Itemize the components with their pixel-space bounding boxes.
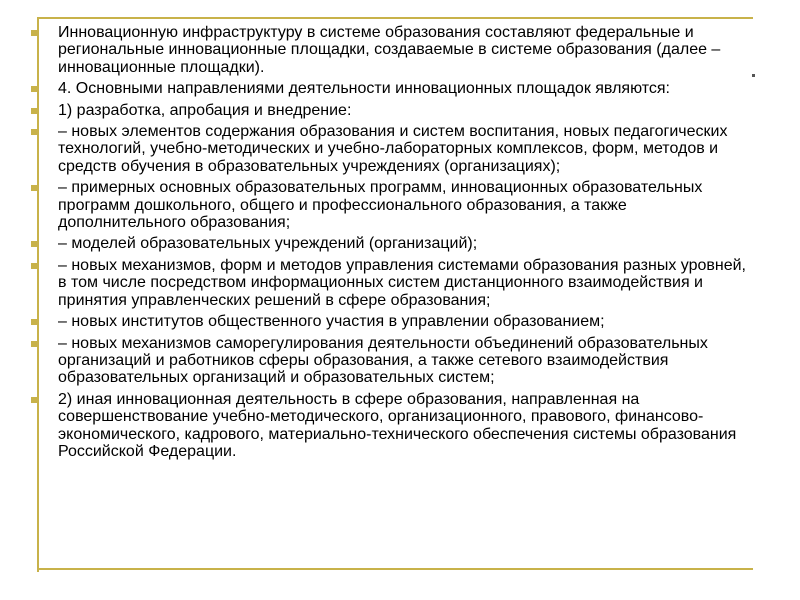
square-bullet-icon [31,185,37,191]
square-bullet-icon [31,108,37,114]
square-bullet-icon [31,30,37,36]
top-rule [37,17,753,19]
square-bullet-icon [31,397,37,403]
list-item-text: 2) иная инновационная деятельность в сфере образования, направленная на совершенствование учебно-методического, организационного, правового, финансово-экономического, кадрового, материально-технического обеспечения системы образования Российской Федерации. [58,390,737,460]
list-item [30,179,750,231]
list-item-text: 1) разработка, апробация и внедрение: [58,101,352,119]
square-bullet-icon [31,319,37,325]
square-bullet-icon [31,129,37,135]
list-item [30,257,750,309]
square-bullet-icon [31,86,37,92]
square-bullet-icon [31,341,37,347]
bullet-list [30,24,750,464]
list-item-text: – моделей образовательных учреждений (организаций); [58,235,478,253]
list-item [30,335,750,387]
list-item-text: – примерных основных образовательных программ, инновационных образовательных программ дошкольного, общего и профессионального образования, а также дополнительного образования; [58,179,703,232]
list-item-text: – новых элементов содержания образования и систем воспитания, новых педагогических технологий, учебно-методических и учебно-лабораторных комплексов, форм, методов и средств обучения в образовательных учреждениях (организациях); [58,123,728,175]
list-item-text: – новых механизмов саморегулирования деятельности объединений образовательных организаций и работников сферы образования, а также сетевого взаимодействия образовательных организаций и образовательных систем; [58,334,708,387]
list-item-text: – новых институтов общественного участия в управлении образованием; [58,313,605,331]
square-bullet-icon [31,263,37,269]
list-item-text: Инновационную инфраструктуру в системе образования составляют федеральные и региональные инновационные площадки, создаваемые в системе образования (далее – инновационные площадки). [58,24,721,76]
list-item [30,24,750,76]
list-item [30,123,750,175]
list-item [30,80,750,97]
square-bullet-icon [31,241,37,247]
list-item-text: – новых механизмов, форм и методов управления системами образования разных уровней, в том числе посредством информационных систем дистанционного взаимодействия и принятия управленческих решений в сфере образования; [58,256,746,309]
list-item [30,313,750,330]
list-item [30,235,750,252]
list-item-text: 4. Основными направлениями деятельности инновационных площадок являются: [58,80,670,98]
list-item [30,391,750,461]
list-item [30,102,750,119]
bottom-rule [37,568,753,570]
decorative-dot [752,74,755,77]
